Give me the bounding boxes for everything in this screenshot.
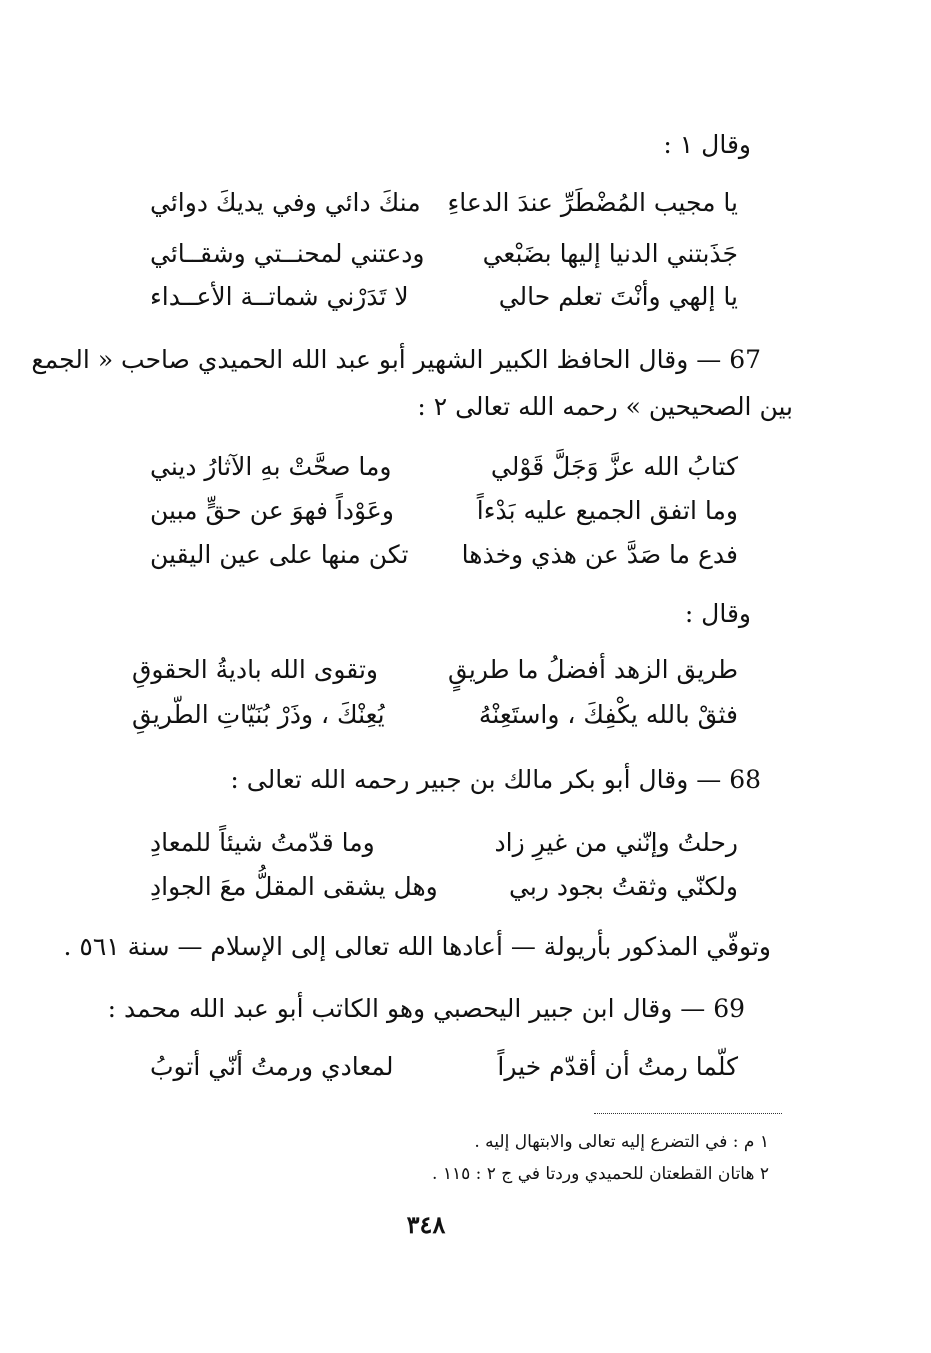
hemistich-right: وما اتفق الجميع عليه بَدْءاً — [476, 496, 738, 525]
death-note-line: وتوفّي المذكور بأريولة — أعادها الله تعالى إلى الإسلام — سنة ٥٦١ . — [63, 932, 771, 961]
hemistich-left: تكن منها على عين اليقين — [150, 540, 409, 569]
hemistich-right: فدع ما صَدَّ عن هذي وخذها — [461, 540, 738, 569]
hemistich-right: رحلتُ وإنّني من غيرِ زاد — [494, 828, 738, 857]
page-number: ٣٤٨ — [406, 1210, 446, 1239]
footnote-2: ٢ هاتان القطعتان للحميدي وردتا في ج ٢ : ١١٥ . — [432, 1164, 769, 1184]
hemistich-right: يا مجيب المُضْطَرِّ عندَ الدعاءِ — [447, 188, 738, 217]
hemistich-left: وهل يشقى المقلُّ معَ الجوادِ — [150, 872, 438, 901]
hemistich-left: لا تَدَرْني شماتــة الأعــداء — [150, 282, 409, 311]
hemistich-right: جَذَبتني الدنيا إليها بضَبْعي — [482, 239, 738, 268]
hemistich-right: طريق الزهد أفضلُ ما طريقٍ — [448, 655, 738, 684]
footnote-divider — [594, 1113, 782, 1114]
hemistich-left: يُعِنْكَ ، وذَرْ بُنَيّاتِ الطّريقِ — [132, 700, 385, 729]
hemistich-left: وعَوْداً فهوَ عن حقٍّ مبين — [150, 496, 394, 525]
hemistich-left: وما صحَّتْ بهِ الآثارُ ديني — [150, 452, 392, 481]
intro-line-2: وقال : — [684, 599, 751, 628]
footnote-1: ١ م : في التضرع إليه تعالى والابتهال إليه . — [474, 1132, 769, 1152]
hemistich-right: كلّما رمتُ أن أقدّم خيراً — [497, 1052, 738, 1081]
paragraph-67-line-2: بين الصحيحين » رحمه الله تعالى ٢ : — [417, 392, 793, 421]
hemistich-left: منكَ دائي وفي يديكَ دوائي — [150, 188, 421, 217]
intro-line-1: وقال ١ : — [663, 130, 751, 159]
hemistich-left: وتقوى الله باديةُ الحقوقِ — [132, 655, 378, 684]
hemistich-right: كتابُ الله عزَّ وَجَلَّ قَوْلي — [490, 452, 738, 481]
paragraph-69: 69 — وقال ابن جبير اليحصبي وهو الكاتب أبو عبد الله محمد : — [107, 994, 745, 1023]
hemistich-right: ولكنّي وثقتُ بجود ربي — [509, 872, 738, 901]
paragraph-67-line-1: 67 — وقال الحافظ الكبير الشهير أبو عبد الله الحميدي صاحب « الجمع — [31, 345, 761, 374]
hemistich-left: ودعتني لمحنــتي وشقــائي — [150, 239, 425, 268]
hemistich-left: لمعادي ورمتُ أنّي أتوبُ — [150, 1052, 394, 1081]
hemistich-right: فثقْ بالله يكْفِكَ ، واستَعِنْهُ — [478, 700, 738, 729]
hemistich-right: يا إلهي وأنْتَ تعلم حالي — [498, 282, 738, 311]
paragraph-68: 68 — وقال أبو بكر مالك بن جبير رحمه الله تعالى : — [230, 765, 761, 794]
hemistich-left: وما قدّمتُ شيئاً للمعادِ — [150, 828, 375, 857]
